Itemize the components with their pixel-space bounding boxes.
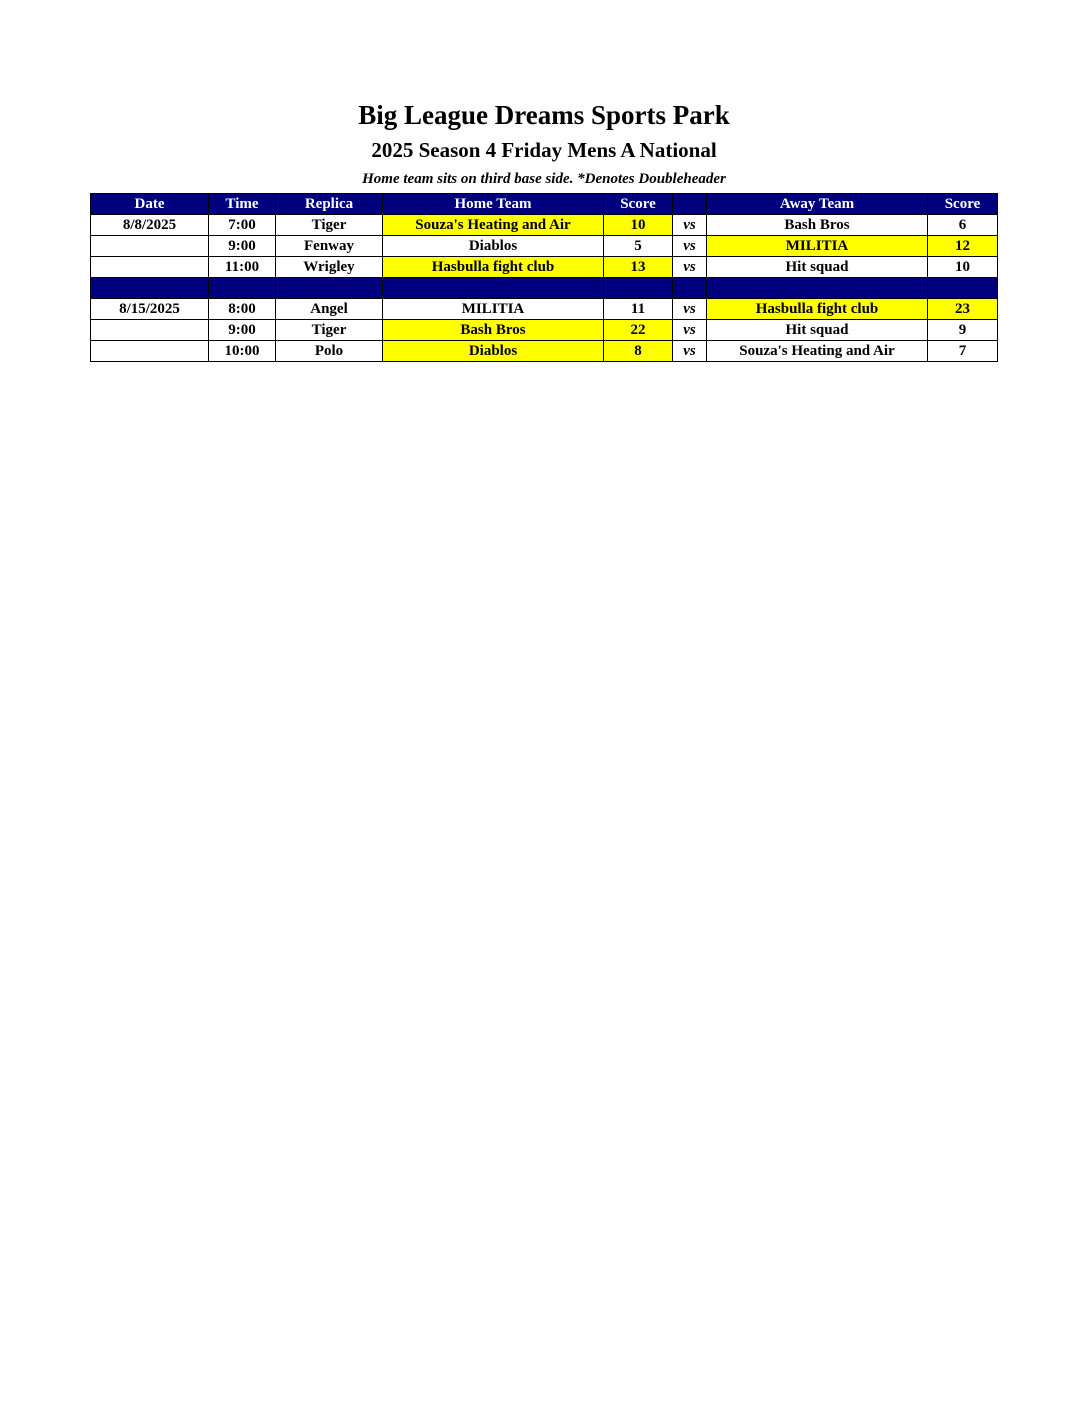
time-cell: 8:00 xyxy=(209,299,276,320)
vs-cell: vs xyxy=(673,320,707,341)
home-score-cell: 5 xyxy=(604,236,673,257)
time-cell: 9:00 xyxy=(209,320,276,341)
time-cell: 11:00 xyxy=(209,257,276,278)
away-team-cell: Bash Bros xyxy=(707,215,928,236)
replica-cell: Polo xyxy=(276,341,383,362)
vs-cell: vs xyxy=(673,236,707,257)
column-header-home-team: Home Team xyxy=(383,194,604,215)
date-cell: 8/15/2025 xyxy=(91,299,209,320)
replica-cell: Fenway xyxy=(276,236,383,257)
away-score-cell: 6 xyxy=(928,215,998,236)
away-team-cell: Souza's Heating and Air xyxy=(707,341,928,362)
home-team-cell: MILITIA xyxy=(383,299,604,320)
home-score-cell: 22 xyxy=(604,320,673,341)
separator-cell xyxy=(604,278,673,299)
separator-row xyxy=(91,278,998,299)
page-title: Big League Dreams Sports Park xyxy=(358,100,730,130)
away-team-cell: Hit squad xyxy=(707,320,928,341)
time-cell: 7:00 xyxy=(209,215,276,236)
vs-cell: vs xyxy=(673,215,707,236)
column-header-replica: Replica xyxy=(276,194,383,215)
table-row xyxy=(91,320,998,341)
home-team-cell: Diablos xyxy=(383,236,604,257)
home-team-cell: Bash Bros xyxy=(383,320,604,341)
replica-cell: Wrigley xyxy=(276,257,383,278)
separator-cell xyxy=(707,278,928,299)
date-cell xyxy=(91,341,209,362)
home-team-cell: Diablos xyxy=(383,341,604,362)
away-team-cell: Hit squad xyxy=(707,257,928,278)
page-subtitle: 2025 Season 4 Friday Mens A National xyxy=(371,138,717,162)
table-row xyxy=(91,257,998,278)
separator-cell xyxy=(91,278,209,299)
column-header-away-team: Away Team xyxy=(707,194,928,215)
column-header-vs xyxy=(673,194,707,215)
schedule-body xyxy=(91,215,998,362)
away-score-cell: 12 xyxy=(928,236,998,257)
table-header-row xyxy=(91,194,998,215)
table-row xyxy=(91,341,998,362)
column-header-away-score: Score xyxy=(928,194,998,215)
away-team-cell: Hasbulla fight club xyxy=(707,299,928,320)
away-team-cell: MILITIA xyxy=(707,236,928,257)
replica-cell: Angel xyxy=(276,299,383,320)
separator-cell xyxy=(276,278,383,299)
schedule-table xyxy=(90,193,998,362)
home-score-cell: 11 xyxy=(604,299,673,320)
column-header-date: Date xyxy=(91,194,209,215)
separator-cell xyxy=(928,278,998,299)
home-score-cell: 8 xyxy=(604,341,673,362)
home-score-cell: 13 xyxy=(604,257,673,278)
table-row xyxy=(91,236,998,257)
table-row xyxy=(91,299,998,320)
table-row xyxy=(91,215,998,236)
replica-cell: Tiger xyxy=(276,215,383,236)
replica-cell: Tiger xyxy=(276,320,383,341)
time-cell: 10:00 xyxy=(209,341,276,362)
date-cell xyxy=(91,320,209,341)
separator-cell xyxy=(209,278,276,299)
vs-cell: vs xyxy=(673,257,707,278)
date-cell xyxy=(91,257,209,278)
away-score-cell: 10 xyxy=(928,257,998,278)
away-score-cell: 23 xyxy=(928,299,998,320)
column-header-home-score: Score xyxy=(604,194,673,215)
away-score-cell: 7 xyxy=(928,341,998,362)
date-cell xyxy=(91,236,209,257)
home-score-cell: 10 xyxy=(604,215,673,236)
time-cell: 9:00 xyxy=(209,236,276,257)
vs-cell: vs xyxy=(673,299,707,320)
separator-cell xyxy=(673,278,707,299)
schedule-note: Home team sits on third base side. *Denotes Doubleheader xyxy=(362,171,726,187)
date-cell: 8/8/2025 xyxy=(91,215,209,236)
home-team-cell: Hasbulla fight club xyxy=(383,257,604,278)
vs-cell: vs xyxy=(673,341,707,362)
column-header-time: Time xyxy=(209,194,276,215)
separator-cell xyxy=(383,278,604,299)
home-team-cell: Souza's Heating and Air xyxy=(383,215,604,236)
away-score-cell: 9 xyxy=(928,320,998,341)
